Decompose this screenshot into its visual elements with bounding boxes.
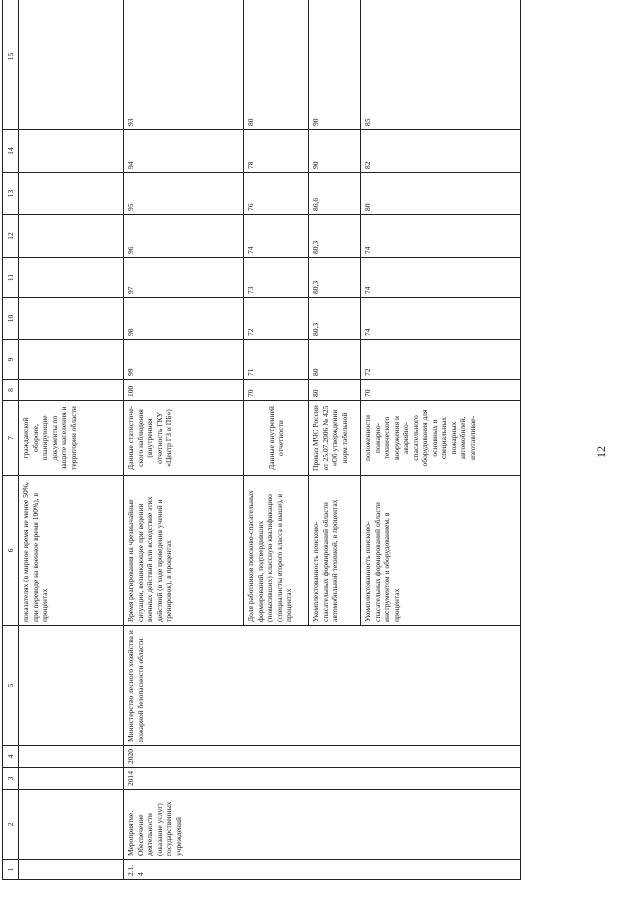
value-cell: 94 [124, 130, 244, 173]
column-header: 3 [3, 768, 19, 790]
value-cell: 72 [361, 340, 521, 380]
end-year: 2020 [124, 746, 521, 768]
value-cell: 80,3 [309, 258, 361, 298]
row-number: 2.1.4 [124, 860, 521, 880]
indicator-name: Время реагирования на чрезвычайные ситуации, возникающие при ведении военных действий или вследствие этих действий (в ходе проведения учений и тренировок), в процентах [124, 476, 244, 626]
indicator-name: Доля работников поисково-спасательных формирований, подтвердивших (повысивших) классную квалификацию (специалисты второго класса и выше), в процентах [244, 476, 309, 626]
value-cell: 70 [244, 380, 309, 401]
value-cell: 70 [361, 380, 521, 401]
column-header: 7 [3, 401, 19, 476]
indicator-source: Приказ МЧС России от 25.07.2006 № 425 «Об утверждении норм табельной [309, 401, 361, 476]
executor: Министерство лесного хозяйства и пожарной безопасности области [124, 626, 521, 746]
column-header: 13 [3, 173, 19, 215]
column-header: 15 [3, 0, 19, 130]
value-cell: 99 [124, 340, 244, 380]
column-header: 11 [3, 258, 19, 298]
carry-over-row [19, 0, 124, 880]
indicator-source: Данные внутренней отчетности [244, 401, 309, 476]
indicator-name: Укомплектованность поисково-спасательных формирований области автомобильной техникой, в процентах [309, 476, 361, 626]
value-cell: 98 [124, 298, 244, 340]
column-header: 5 [3, 626, 19, 746]
value-cell: 80 [244, 0, 309, 130]
value-cell: 100 [124, 380, 244, 401]
value-cell: 90 [309, 130, 361, 173]
header-row [3, 0, 19, 880]
value-cell: 76 [244, 173, 309, 215]
value-cell: 73 [244, 258, 309, 298]
value-cell: 96 [124, 215, 244, 258]
event-name: Мероприятие. Обеспечение деятельности (оказание услуг) государственных учреждений [124, 790, 521, 860]
indicator-source: положенности пожарно-технического вооружения и аварийно-спасательного оборудования для основных и специальных пожарных автомобилей, изготавливае- [361, 401, 521, 476]
value-cell: 85 [361, 0, 521, 130]
value-cell: 86,6 [309, 173, 361, 215]
value-cell: 71 [244, 340, 309, 380]
value-cell: 74 [244, 215, 309, 258]
value-cell: 80,3 [309, 298, 361, 340]
rotated-table-wrapper [2, 4, 587, 880]
indicator-source: Данные статистиче-ского наблюдения (внутренняя отчетность ГКУ «Центр ГЗ и ПБ») [124, 401, 244, 476]
value-cell: 90 [309, 0, 361, 130]
value-cell: 95 [124, 173, 244, 215]
column-header: 1 [3, 860, 19, 880]
column-header: 9 [3, 340, 19, 380]
value-cell: 80,3 [309, 215, 361, 258]
value-cell: 80 [361, 173, 521, 215]
column-header: 10 [3, 298, 19, 340]
column-header: 6 [3, 476, 19, 626]
column-header: 12 [3, 215, 19, 258]
carry-indicator: показателях (в мирное время не менее 50%, при переводе на военное время 100%), в процентах [19, 476, 124, 626]
column-header: 14 [3, 130, 19, 173]
carry-source: гражданской обороне, планирующие документы по защите населения и территории области [19, 401, 124, 476]
value-cell: 72 [244, 298, 309, 340]
column-header: 4 [3, 746, 19, 768]
value-cell: 80 [309, 380, 361, 401]
table-row [124, 0, 244, 880]
indicators-table [2, 0, 521, 880]
indicator-name: Укомплектованность поисково-спасательных формирований области инструментом и оборудованием, в процентах [361, 476, 521, 626]
value-cell: 80 [309, 340, 361, 380]
value-cell: 74 [361, 258, 521, 298]
start-year: 2014 [124, 768, 521, 790]
value-cell: 82 [361, 130, 521, 173]
value-cell: 97 [124, 258, 244, 298]
column-header: 8 [3, 380, 19, 401]
column-header: 2 [3, 790, 19, 860]
value-cell: 74 [361, 215, 521, 258]
value-cell: 78 [244, 130, 309, 173]
value-cell: 74 [361, 298, 521, 340]
page-number: 12 [594, 446, 608, 458]
value-cell: 93 [124, 0, 244, 130]
